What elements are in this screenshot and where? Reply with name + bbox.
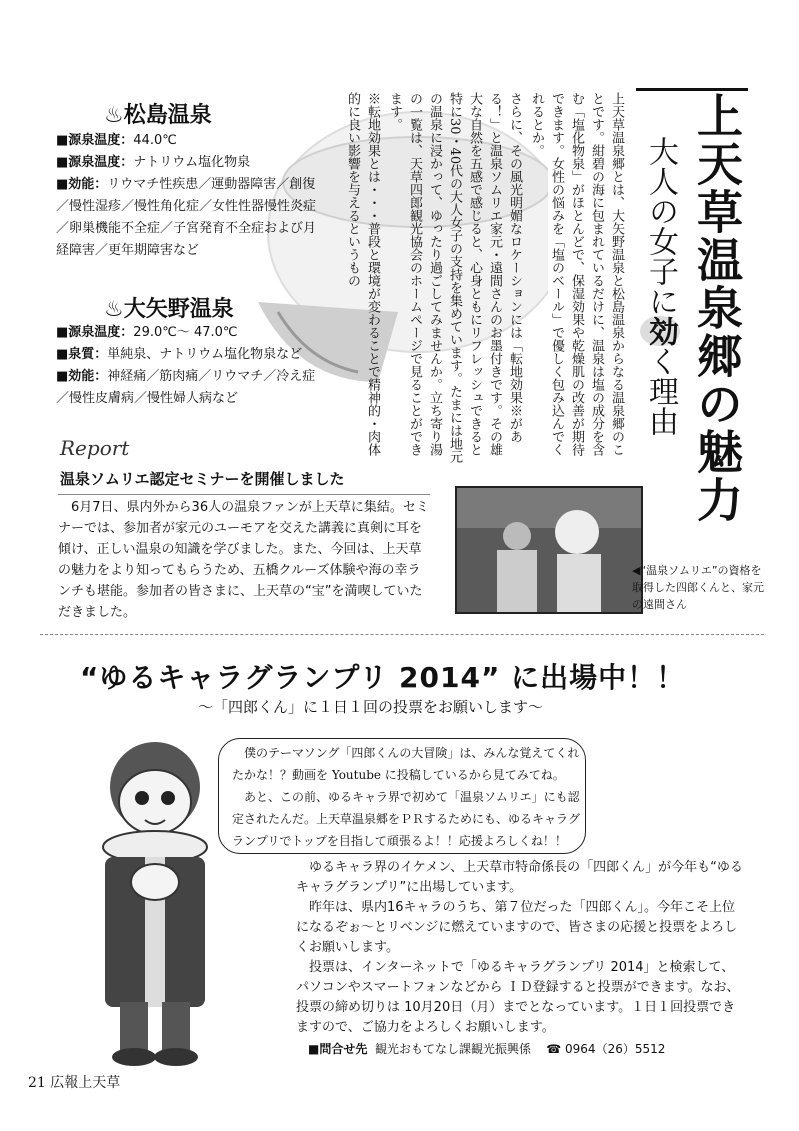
report-label: Report bbox=[60, 436, 130, 460]
report-photo bbox=[455, 486, 643, 614]
subtitle-post: く理由 bbox=[643, 346, 678, 436]
page-title: 上天草温泉郷の魅力 bbox=[690, 92, 744, 524]
spring-row bbox=[56, 174, 316, 262]
spring-label: ■源泉温度： bbox=[56, 325, 134, 340]
intro-body bbox=[330, 92, 626, 464]
intro-note: ※転地効果とは・・・普段と環境が変わることで精神的・肉体的に良い影響を与えるというもの bbox=[345, 92, 380, 456]
spring-value: リウマチ性疾患／運動器障害／創復／慢性湿疹／慢性角化症／女性性器慢性炎症／卵巣機能不全症／子宮発育不全症および月経障害／更年期障害など bbox=[56, 177, 317, 258]
spring-label: ■効能： bbox=[56, 177, 108, 192]
bubble-paragraph: 僕のテーマソング「四郎くんの大冒険」は、みんな覚えてくれたかな！？動画を Youtube に投稿しているから見てみてね。 bbox=[232, 746, 580, 782]
report-body: 6月7日、県内外から36人の温泉ファンが上天草に集結。セミナーでは、参加者が家元のユーモアを交えた講義に真剣に耳を傾け、正しい温泉の知識を学びました。また、今回は、上天草の魅力をより知ってもらうため、五橋クルーズ体験や海の幸ランチも堪能。参加者の皆さまに、上天草の“宝”を満喫していただきました。 bbox=[58, 494, 430, 623]
spring-row bbox=[56, 344, 316, 366]
spring-heading-matsushima bbox=[104, 98, 212, 129]
grandprix-body bbox=[296, 858, 746, 1038]
contact-info bbox=[308, 1040, 665, 1057]
publication-name: 広報上天草 bbox=[50, 1075, 121, 1091]
spring-label: ■源泉温度： bbox=[56, 155, 134, 170]
intro-paragraph: さらに、その風光明媚なロケーションには「転地効果※がある！」と温泉ソムリエ家元・遠間さんのお墨付きです。その雄大な自然を五感で感じると、心身ともにリフレッシュできると特に30・40代の大人女子の支持を集めています。たまには地元の温泉に浸かって、ゆったり過ごしてみませんか。立ち寄り湯の一覧は、天草四郎観光協会のホームページで見ることができます。 bbox=[387, 92, 522, 464]
photo-image bbox=[457, 488, 641, 612]
spring-value: 単純泉、ナトリウム塩化物泉など bbox=[107, 347, 303, 362]
spring-name: 松島温泉 bbox=[123, 103, 212, 128]
body-paragraph: 投票は、インターネットで「ゆるキャラグランプリ 2014」と検索して、パソコンやスマートフォンなどから ＩＤ登録すると投票ができます。なお、投票の締め切りは 10月20日（月）までとなっています。１日１回投票できますので、ご協力をよろしくお願いします。 bbox=[296, 960, 740, 1035]
bubble-paragraph: あと、この前、ゆるキャラ界で初めて「温泉ソムリエ」にも認定されたんだ。上天草温泉郷をＰＲするためにも、ゆるキャラグランプリでトップを目指して頑張るよ！！応援よろしくね！！ bbox=[232, 790, 581, 848]
photo-caption: ◀“温泉ソムリエ”の資格を取得した四郎くんと、家元の遠間さん bbox=[632, 564, 764, 611]
spring-row bbox=[56, 322, 316, 344]
contact-dept: 観光おもてなし課観光振興係 bbox=[374, 1042, 531, 1056]
page-footer bbox=[28, 1072, 120, 1092]
body-paragraph: ゆるキャラ界のイケメン、上天草市特命係長の「四郎くん」が今年も“ゆるキャラグランプリ”に出場しています。 bbox=[296, 860, 743, 895]
spring-label: ■源泉温度： bbox=[56, 133, 134, 148]
subtitle-emphasis: 効 bbox=[640, 316, 680, 346]
spring-value: 神経痛／筋肉痛／リウマチ／冷え症／慢性皮膚病／慢性婦人病など bbox=[56, 369, 316, 406]
spring-value: 29.0℃〜 47.0℃ bbox=[133, 325, 238, 340]
subtitle-pre: 大人の女子に bbox=[643, 136, 678, 316]
spring-row bbox=[56, 130, 316, 152]
subtitle bbox=[640, 136, 680, 436]
spring-label: ■効能： bbox=[56, 369, 108, 384]
speech-bubble-text bbox=[232, 742, 584, 852]
hot-spring-icon: ♨ bbox=[104, 297, 124, 322]
section-divider bbox=[40, 634, 764, 635]
report-heading: 温泉ソムリエ認定セミナーを開催しました bbox=[60, 470, 345, 488]
shiro-kun-mascot bbox=[50, 732, 260, 1072]
spring-row bbox=[56, 152, 316, 174]
spring-row bbox=[56, 366, 316, 410]
spring-info-oyano bbox=[56, 322, 316, 410]
page-number: 21 bbox=[28, 1075, 46, 1091]
spring-heading-oyano bbox=[104, 292, 234, 323]
body-paragraph: 昨年は、県内16キャラのうち、第７位だった「四郎くん」。今年こそ上位になるぞぉ〜とリベンジに燃えていますので、皆さまの応援と投票をよろしくお願いします。 bbox=[296, 900, 738, 955]
spring-info-matsushima bbox=[56, 130, 316, 262]
contact-label: ■問合せ先 bbox=[308, 1042, 368, 1056]
intro-paragraph: 上天草温泉郷とは、大矢野温泉と松島温泉からなる温泉郷のことです。紺碧の海に包まれているだけに、温泉は塩の成分を含む「塩化物泉」がほとんどで、保湿効果や乾燥肌の改善が期待できます。女性の悩みを「塩のベール」で優しく包み込んでくれるとか。 bbox=[529, 92, 624, 456]
spring-label: ■泉質： bbox=[56, 347, 108, 362]
hot-spring-icon: ♨ bbox=[104, 103, 124, 128]
grandprix-title: “ゆるキャラグランプリ 2014” に出場中！！ bbox=[80, 661, 686, 694]
contact-phone: ☎ 0964（26）5512 bbox=[546, 1042, 666, 1056]
spring-name: 大矢野温泉 bbox=[123, 297, 234, 322]
grandprix-subtitle: 〜「四郎くん」に１日１回の投票をお願いします〜 bbox=[198, 698, 544, 716]
spring-value: 44.0℃ bbox=[133, 133, 177, 148]
spring-value: ナトリウム塩化物泉 bbox=[133, 155, 251, 170]
